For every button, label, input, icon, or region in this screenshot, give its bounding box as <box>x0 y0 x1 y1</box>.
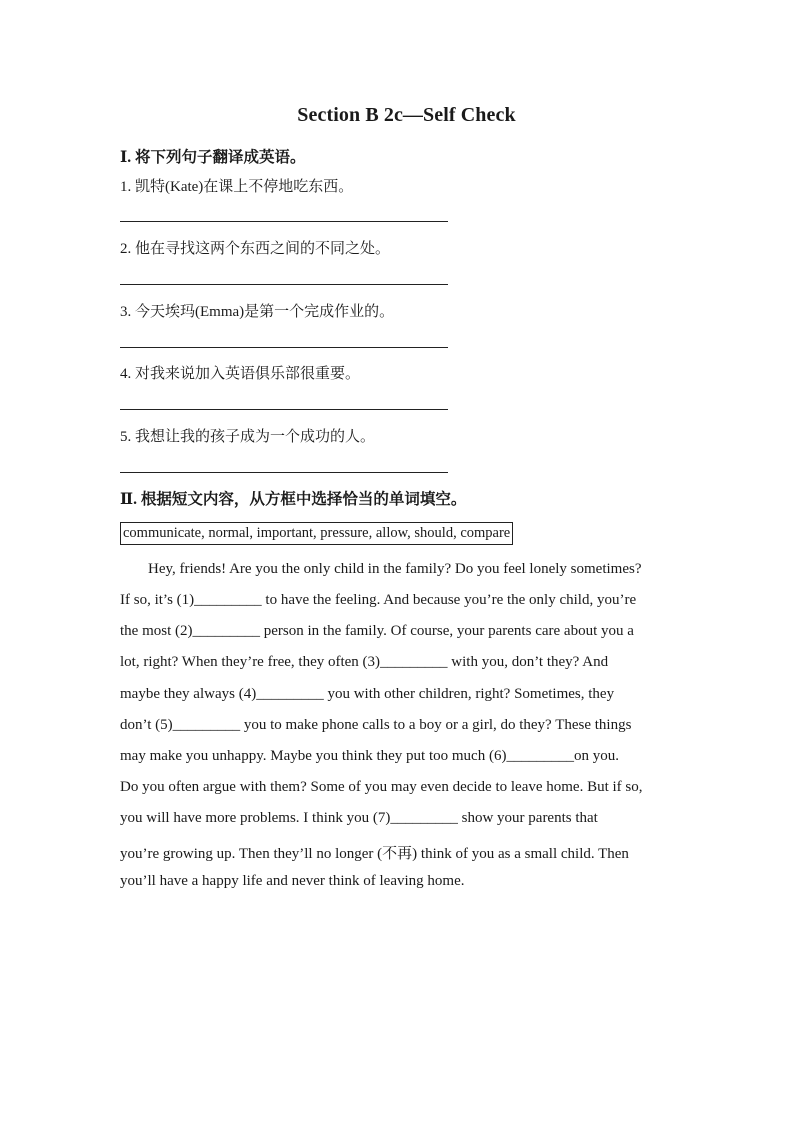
question-3: 3. 今天埃玛(Emma)是第一个完成作业的。 <box>120 304 395 320</box>
word-bank-box: communicate, normal, important, pressure, allow, should, compare <box>120 522 513 545</box>
question-2: 2. 他在寻找这两个东西之间的不同之处。 <box>120 241 391 257</box>
question-1: 1. 凯特(Kate)在课上不停地吃东西。 <box>120 179 354 195</box>
section-2-heading: Ⅱ. 根据短文内容，从方框中选择恰当的单词填空。 <box>120 491 467 508</box>
passage-line: lot, right? When they’re free, they often (3)_________ with you, don’t they? And <box>120 654 609 670</box>
answer-line-5 <box>120 472 448 473</box>
section-1-heading: Ⅰ. 将下列句子翻译成英语。 <box>120 149 306 166</box>
page-title: Section B 2c—Self Check <box>297 104 516 126</box>
passage-line: you will have more problems. I think you (7)_________ show your parents that <box>120 810 598 826</box>
passage-line: don’t (5)_________ you to make phone calls to a boy or a girl, do they? These things <box>120 717 632 733</box>
answer-line-3 <box>120 347 448 348</box>
answer-line-1 <box>120 221 448 222</box>
passage-line: you’re growing up. Then they’ll no longer (不再) think of you as a small child. Then <box>120 846 629 862</box>
passage-line: Hey, friends! Are you the only child in the family? Do you feel lonely sometimes? <box>148 561 642 577</box>
passage-line: Do you often argue with them? Some of you may even decide to leave home. But if so, <box>120 779 643 795</box>
question-5: 5. 我想让我的孩子成为一个成功的人。 <box>120 429 376 445</box>
answer-line-4 <box>120 409 448 410</box>
answer-line-2 <box>120 284 448 285</box>
question-4: 4. 对我来说加入英语俱乐部很重要。 <box>120 366 361 382</box>
passage-line: you’ll have a happy life and never think of leaving home. <box>120 873 465 889</box>
passage-line: maybe they always (4)_________ you with other children, right? Sometimes, they <box>120 686 615 702</box>
passage-line: may make you unhappy. Maybe you think they put too much (6)_________on you. <box>120 748 619 764</box>
passage-line: If so, it’s (1)_________ to have the feeling. And because you’re the only child, you’re <box>120 592 637 608</box>
passage-line: the most (2)_________ person in the family. Of course, your parents care about you a <box>120 623 634 639</box>
